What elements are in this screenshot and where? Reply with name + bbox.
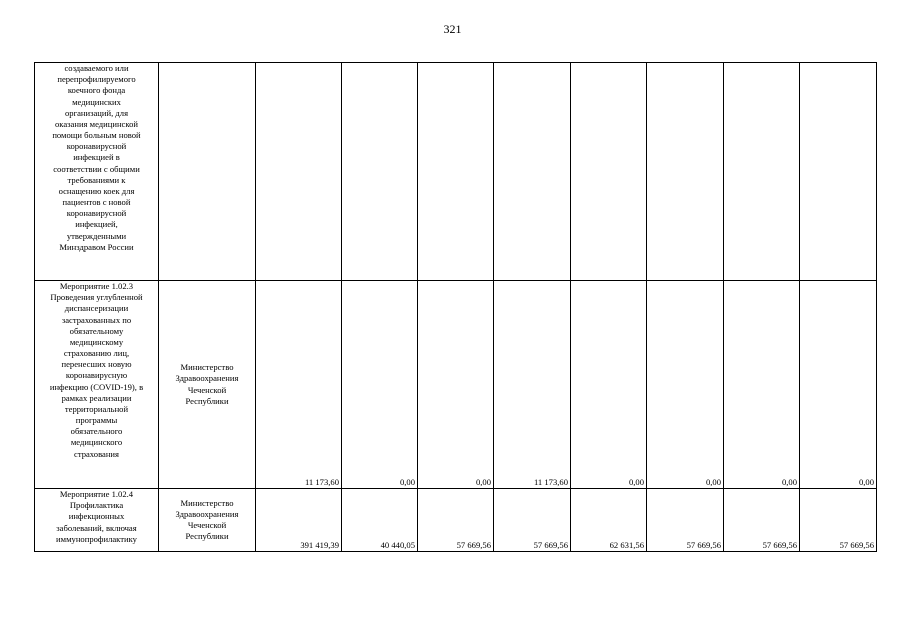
executor-cell <box>159 63 256 281</box>
value-cell: 0,00 <box>647 281 724 489</box>
value-cell <box>494 63 571 281</box>
value-cell <box>724 63 800 281</box>
table-row <box>35 63 877 281</box>
value-cell <box>571 63 647 281</box>
value-cell: 0,00 <box>800 281 877 489</box>
budget-table <box>34 62 877 552</box>
value-cell <box>342 63 418 281</box>
page-number: 321 <box>443 22 462 36</box>
value-cell: 57 669,56 <box>800 489 877 552</box>
table-row <box>35 489 877 552</box>
value-cell: 57 669,56 <box>647 489 724 552</box>
value-cell: 0,00 <box>342 281 418 489</box>
value-cell <box>800 63 877 281</box>
value-cell: 0,00 <box>418 281 494 489</box>
executor-cell: Министерство Здравоохранения Чеченской Республики <box>159 281 256 489</box>
activity-description: Мероприятие 1.02.4 Профилактика инфекционных заболеваний, включая иммунопрофилактику <box>35 489 159 552</box>
value-cell <box>256 63 342 281</box>
executor-cell: Министерство Здравоохранения Чеченской Республики <box>159 489 256 552</box>
value-cell: 62 631,56 <box>571 489 647 552</box>
value-cell: 0,00 <box>724 281 800 489</box>
value-cell: 57 669,56 <box>494 489 571 552</box>
value-cell: 40 440,05 <box>342 489 418 552</box>
activity-description: создаваемого или перепрофилируемого коечного фонда медицинских организаций, для оказания медицинской помощи больным новой коронавирусной инфекцией в соответствии с общими требованиями к оснащению коек для пациентов с новой коронавирусной инфекцией, утвержденными Минздравом России <box>35 63 159 281</box>
activity-description: Мероприятие 1.02.3 Проведения углубленной диспансеризации застрахованных по обязательному медицинскому страхованию лиц, перенесших новую коронавирусную инфекцию (COVID-19), в рамках реализации территориальной программы обязательного медицинского страхования <box>35 281 159 489</box>
value-cell <box>647 63 724 281</box>
value-cell: 57 669,56 <box>724 489 800 552</box>
value-cell: 0,00 <box>571 281 647 489</box>
value-cell: 57 669,56 <box>418 489 494 552</box>
value-cell: 11 173,60 <box>494 281 571 489</box>
table-row <box>35 281 877 489</box>
value-cell <box>418 63 494 281</box>
value-cell: 11 173,60 <box>256 281 342 489</box>
value-cell: 391 419,39 <box>256 489 342 552</box>
